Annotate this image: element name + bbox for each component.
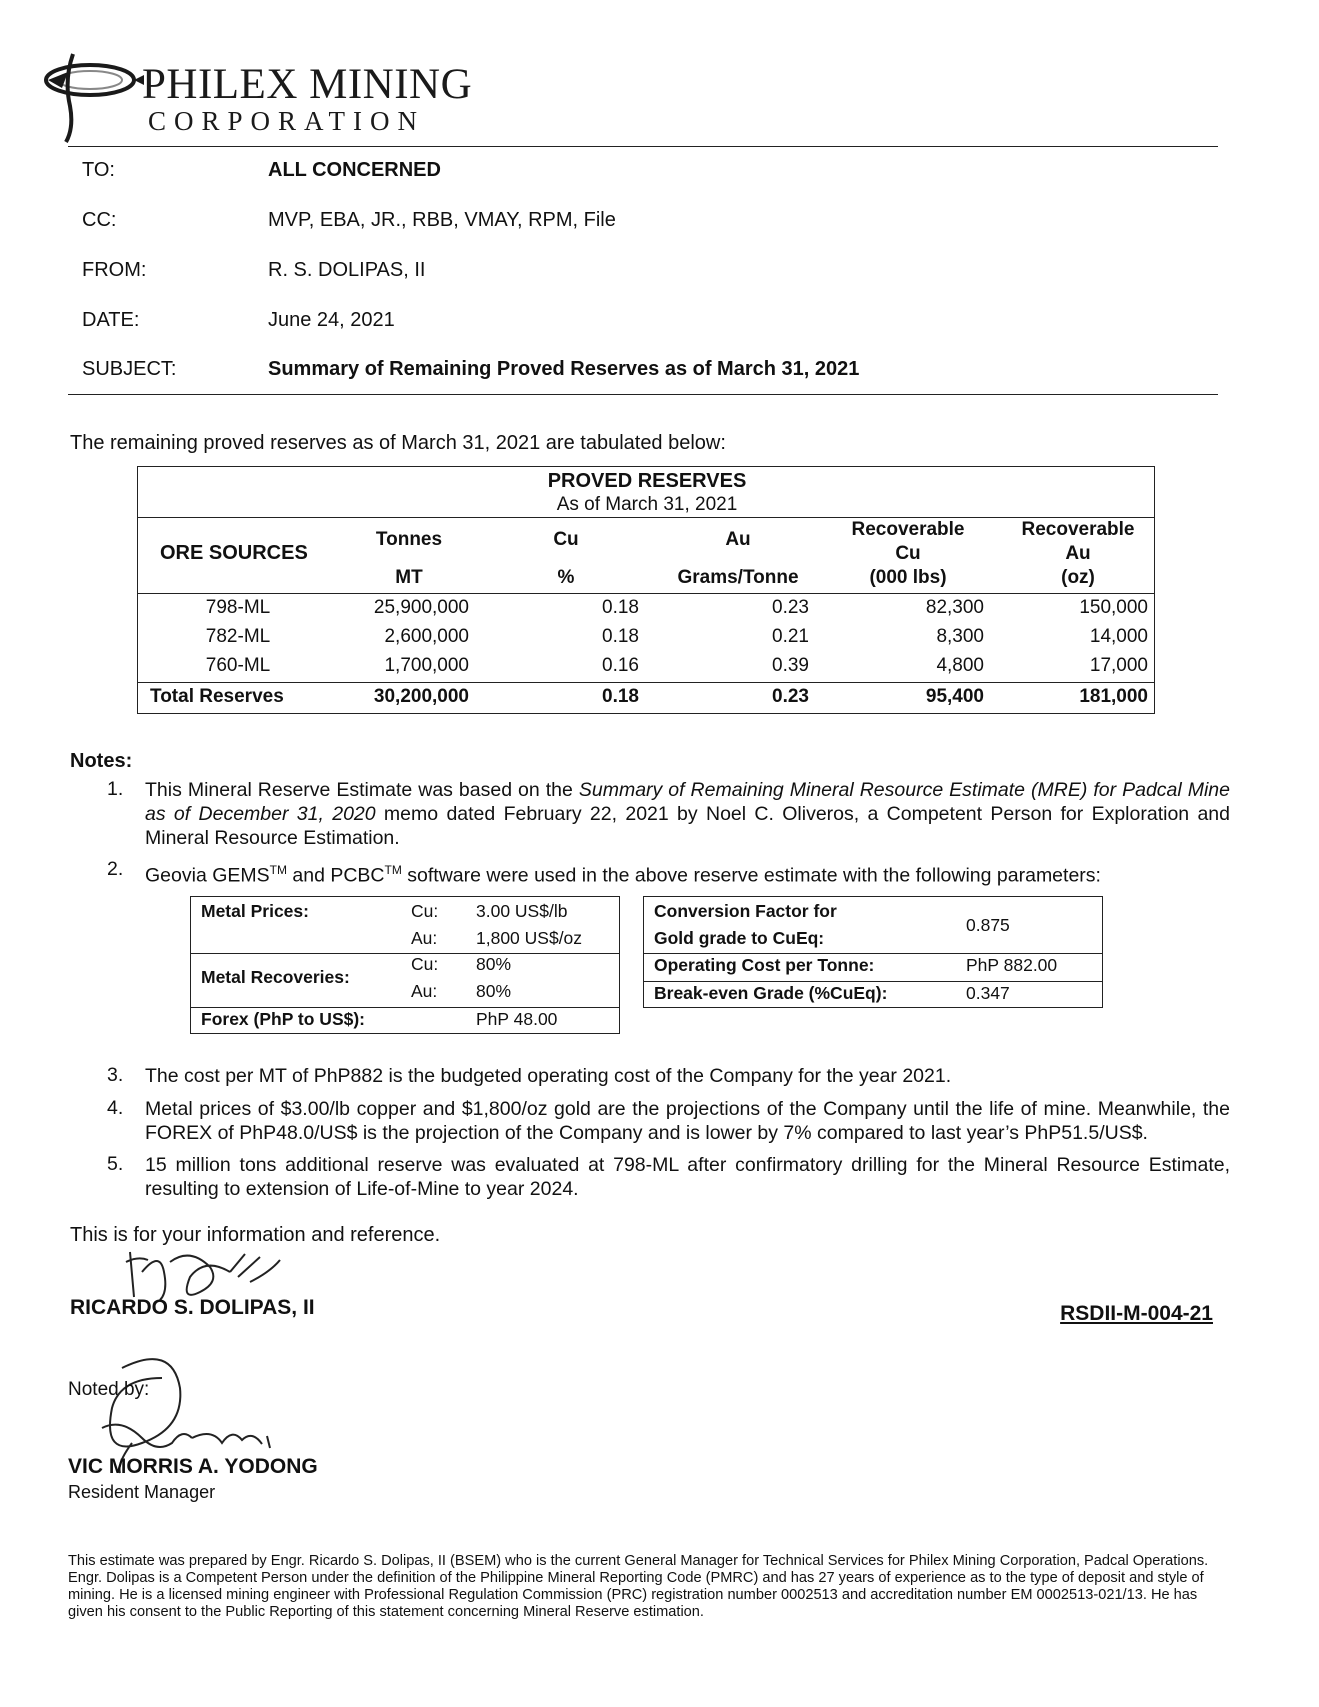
cc-label: CC: xyxy=(82,209,117,231)
header-ore-sources: ORE SOURCES xyxy=(160,542,308,564)
header-divider xyxy=(68,146,1218,147)
header-divider-line xyxy=(138,593,1154,594)
proved-reserves-table xyxy=(137,466,1155,714)
cost-parameters-table xyxy=(643,896,1103,1008)
row-782-cu: 0.18 xyxy=(602,626,639,647)
note-1-number: 1. xyxy=(107,778,124,800)
company-logo xyxy=(40,48,510,148)
total-rec-cu: 95,400 xyxy=(925,686,984,707)
note-3-text: The cost per MT of PhP882 is the budgeted operating cost of the Company for the year 2021. xyxy=(145,1065,952,1087)
au-price-label: Au: xyxy=(411,928,438,948)
ptable-left-divider-1 xyxy=(191,953,619,954)
ptable-right-divider-2 xyxy=(644,981,1102,982)
subject-divider xyxy=(68,394,1218,395)
row-782-au: 0.21 xyxy=(772,626,809,647)
row-798-rec-cu: 82,300 xyxy=(925,597,984,618)
note-2-tm-2: TM xyxy=(384,863,402,877)
company-name-subtitle: CORPORATION xyxy=(148,106,426,136)
footer-disclaimer: This estimate was prepared by Engr. Ricardo S. Dolipas, II (BSEM) who is the current General Manager for Technical Services for Philex Mining Corporation, Padcal Operations. Engr. Dolipas is a Competent Person under the definition of the Philippine Mineral Reporting Code (PMRC) and has 27 years of experience as to the type of deposit and style of mining. He is a licensed mining engineer with Professional Regulation Commission (PRC) registration number 0002513 and accreditation number EM 0002513-021/13. He has given his consent to the Public Reporting of this statement concerning Mineral Reserve estimation. xyxy=(68,1553,1209,1620)
noted-by-label: Noted by: xyxy=(68,1379,150,1400)
header-rec-cu-2: Cu xyxy=(895,543,921,564)
signatory-2-title: Resident Manager xyxy=(68,1482,216,1502)
metal-recoveries-label: Metal Recoveries: xyxy=(201,967,350,987)
cu-price-value: 3.00 US$/lb xyxy=(476,901,568,921)
cu-recovery-label: Cu: xyxy=(411,954,439,974)
note-2-part-a: Geovia GEMS xyxy=(145,864,270,887)
memo-reference-code: RSDII-M-004-21 xyxy=(1060,1302,1213,1325)
row-760-rec-au: 17,000 xyxy=(1089,655,1148,676)
row-782-source: 782-ML xyxy=(205,626,271,647)
breakeven-grade-label: Break-even Grade (%CuEq): xyxy=(654,983,888,1003)
metal-prices-label: Metal Prices: xyxy=(201,901,309,921)
note-1-reference-title: Summary of Remaining Mineral Resource Estimate (MRE) for Padcal Mine as of December 31, 2020 xyxy=(145,779,1230,825)
forex-label: Forex (PhP to US$): xyxy=(201,1009,366,1029)
note-4-text: Metal prices of $3.00/lb copper and $1,800/oz gold are the projections of the Company until the life of mine. Meanwhile, the FOREX of PhP48.0/US$ is the projection of the Company and is lower by 7% compared to last year’s PhP51.5/US$. xyxy=(145,1098,1230,1144)
note-2-number: 2. xyxy=(107,858,124,880)
row-798-rec-au: 150,000 xyxy=(1079,597,1148,618)
note-5-number: 5. xyxy=(107,1153,124,1175)
row-782-rec-cu: 8,300 xyxy=(936,626,984,647)
row-782-rec-au: 14,000 xyxy=(1089,626,1148,647)
cc-value: MVP, EBA, JR., RBB, VMAY, RPM, File xyxy=(268,209,616,231)
metal-parameters-table xyxy=(190,896,620,1034)
row-760-source: 760-ML xyxy=(205,655,271,676)
to-label: TO: xyxy=(82,159,115,181)
row-760-tonnes: 1,700,000 xyxy=(384,655,469,676)
table-subtitle: As of March 31, 2021 xyxy=(556,494,738,515)
subject-value: Summary of Remaining Proved Reserves as of March 31, 2021 xyxy=(268,358,860,380)
header-cu: Cu xyxy=(553,529,579,550)
note-1-text xyxy=(145,778,1230,850)
signatory-1-name: RICARDO S. DOLIPAS, II xyxy=(70,1296,315,1319)
conversion-factor-label-2: Gold grade to CuEq: xyxy=(654,928,825,948)
header-rec-au-1: Recoverable xyxy=(1021,519,1135,540)
from-label: FROM: xyxy=(82,259,147,281)
row-760-au: 0.39 xyxy=(772,655,809,676)
philex-emblem-icon xyxy=(40,48,150,148)
notes-title: Notes: xyxy=(70,750,133,772)
forex-value: PhP 48.00 xyxy=(476,1009,558,1029)
table-title: PROVED RESERVES xyxy=(547,470,747,492)
note-2-part-c: software were used in the above reserve estimate with the following parameters: xyxy=(401,864,1101,887)
total-source: Total Reserves xyxy=(150,686,284,707)
note-3-number: 3. xyxy=(107,1064,124,1086)
au-recovery-label: Au: xyxy=(411,981,438,1001)
subject-label: SUBJECT: xyxy=(82,358,177,380)
operating-cost-label: Operating Cost per Tonne: xyxy=(654,955,875,975)
date-label: DATE: xyxy=(82,309,140,331)
row-760-cu: 0.16 xyxy=(602,655,639,676)
header-au-unit: Grams/Tonne xyxy=(677,567,799,588)
total-tonnes: 30,200,000 xyxy=(373,686,469,707)
au-price-value: 1,800 US$/oz xyxy=(476,928,583,948)
note-2-part-b: and PCBC xyxy=(286,864,385,887)
row-798-tonnes: 25,900,000 xyxy=(373,597,469,618)
total-au: 0.23 xyxy=(772,686,809,707)
header-au: Au xyxy=(725,529,751,550)
note-4-number: 4. xyxy=(107,1097,124,1119)
header-tonnes: Tonnes xyxy=(375,529,443,550)
breakeven-grade-value: 0.347 xyxy=(966,983,1010,1003)
date-value: June 24, 2021 xyxy=(268,309,395,331)
total-divider-line xyxy=(138,682,1154,683)
total-cu: 0.18 xyxy=(602,686,639,707)
to-value: ALL CONCERNED xyxy=(268,159,441,181)
header-rec-cu-unit: (000 lbs) xyxy=(869,567,947,588)
row-782-tonnes: 2,600,000 xyxy=(384,626,469,647)
header-rec-cu-1: Recoverable xyxy=(851,519,965,540)
note-1-part-c: memo dated February 22, 2021 by Noel C. Oliveros, a Competent Person for Exploration and Mineral Resource Estimation. xyxy=(145,803,1230,849)
header-rec-au-2: Au xyxy=(1065,543,1091,564)
total-rec-au: 181,000 xyxy=(1079,686,1148,707)
operating-cost-value: PhP 882.00 xyxy=(966,955,1058,975)
row-760-rec-cu: 4,800 xyxy=(936,655,984,676)
header-rec-au-unit: (oz) xyxy=(1061,567,1095,588)
conversion-factor-value: 0.875 xyxy=(966,915,1010,935)
note-2-tm-1: TM xyxy=(269,863,287,877)
ptable-right-divider-1 xyxy=(644,953,1102,954)
company-name: PHILEX MINING xyxy=(142,61,473,108)
ptable-left-divider-2 xyxy=(191,1007,619,1008)
row-798-au: 0.23 xyxy=(772,597,809,618)
signatory-2-name: VIC MORRIS A. YODONG xyxy=(68,1455,318,1478)
au-recovery-value: 80% xyxy=(476,981,512,1001)
header-cu-unit: % xyxy=(557,567,575,588)
cu-recovery-value: 80% xyxy=(476,954,512,974)
conversion-factor-label-1: Conversion Factor for xyxy=(654,901,837,921)
note-2-text xyxy=(145,858,1230,888)
table-divider xyxy=(138,517,1154,518)
header-tonnes-unit: MT xyxy=(395,567,423,588)
cu-price-label: Cu: xyxy=(411,901,439,921)
note-1-part-a: This Mineral Reserve Estimate was based on the xyxy=(145,779,579,801)
note-5-text: 15 million tons additional reserve was evaluated at 798-ML after confirmatory drilling for the Mineral Resource Estimate, resulting to extension of Life-of-Mine to year 2024. xyxy=(145,1154,1230,1200)
intro-text: The remaining proved reserves as of March 31, 2021 are tabulated below: xyxy=(70,432,726,454)
from-value: R. S. DOLIPAS, II xyxy=(268,259,426,281)
closing-text: This is for your information and reference. xyxy=(70,1224,441,1246)
row-798-source: 798-ML xyxy=(205,597,271,618)
row-798-cu: 0.18 xyxy=(602,597,639,618)
